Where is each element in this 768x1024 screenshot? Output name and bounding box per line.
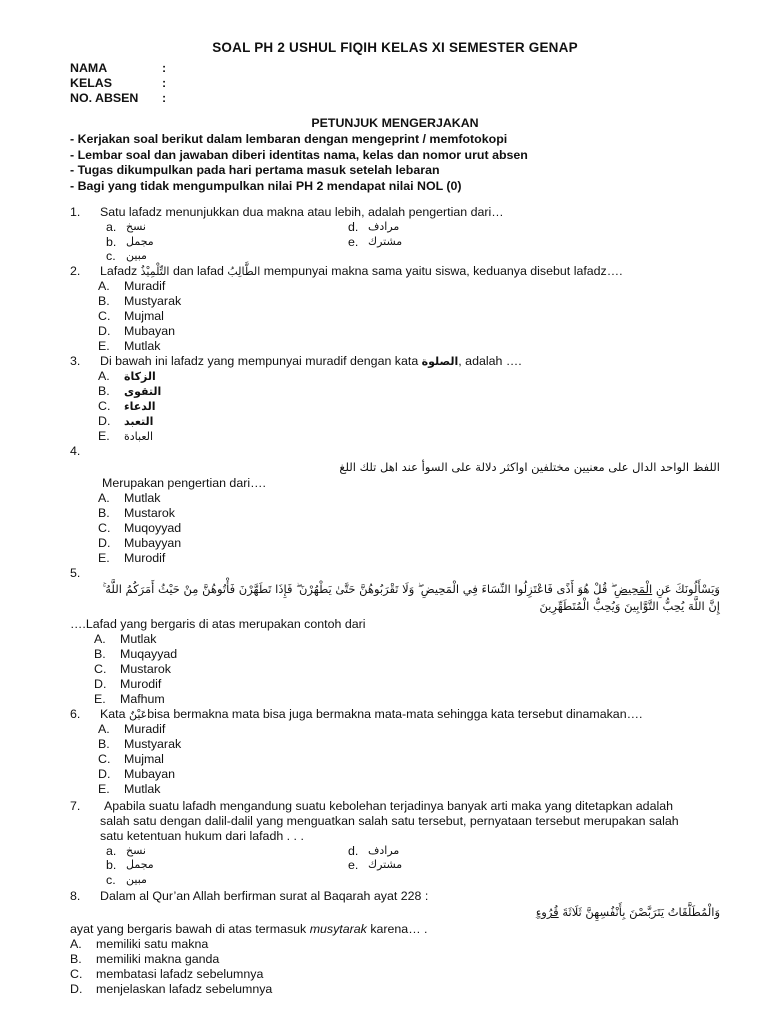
option-item <box>70 767 720 782</box>
question-text <box>70 922 720 937</box>
question-text: Apabila suatu lafadh mengandung suatu kebolehan terjadinya banyak arti maka yang ditetapkan adalah <box>104 798 674 813</box>
identity-row-nama <box>70 61 720 76</box>
option-text: التقوى <box>124 384 162 398</box>
option-item <box>70 384 720 399</box>
option-letter: E. <box>94 691 106 706</box>
quran-verse <box>70 581 720 615</box>
option-text: Murodif <box>124 550 166 565</box>
verse-part: وَالْمُطَلَّقَاتُ يَتَرَبَّصْنَ بِأَنْفُسِهِنَّ ثَلَاثَةَ <box>562 905 720 920</box>
arabic-word: عَيْنٌ <box>128 707 148 721</box>
option-letter: D. <box>98 766 111 781</box>
question-number: 5. <box>70 565 81 580</box>
option-text: menjelaskan lafadz sebelumnya <box>96 982 273 997</box>
option-item <box>70 339 720 354</box>
question-number: 8. <box>70 889 81 904</box>
option-text: Mubayan <box>124 323 175 338</box>
option-letter: C. <box>94 661 107 676</box>
question-text: Dalam al Qur’an Allah berfirman surat al Baqarah ayat 228 : <box>100 889 429 904</box>
option-letter: E. <box>98 338 110 353</box>
question-1 <box>70 205 720 264</box>
question-5 <box>70 566 720 707</box>
option-item <box>70 662 720 677</box>
option-text: Muqoyyad <box>124 520 182 535</box>
identity-label: KELAS <box>70 76 112 90</box>
question-text-part: karena… . <box>370 922 428 937</box>
question-6 <box>70 707 720 797</box>
question-text: Satu lafadz menunjukkan dua makna atau lebih, adalah pengertian dari… <box>100 205 504 220</box>
option-text: membatasi lafadz sebelumnya <box>96 967 264 982</box>
option-text: Mujmal <box>124 751 164 766</box>
arabic-word: التِّلْمِيْذُ <box>140 264 170 278</box>
option-text: Muradif <box>124 278 166 293</box>
identity-row-kelas <box>70 76 720 91</box>
option-letter: a. <box>106 220 117 235</box>
arabic-definition: اللفظ الواحد الدال على معنيين مختلفين اواكثر دلالة على السوأ عند اهل تلك اللغ <box>339 459 720 474</box>
underlined-word: قُرُوءٍ <box>535 905 559 920</box>
question-number: 6. <box>70 706 81 721</box>
question-4 <box>70 444 720 566</box>
option-letter: A. <box>98 490 110 505</box>
option-text: Mutlak <box>124 338 161 353</box>
option-letter: B. <box>98 383 110 398</box>
option-item <box>70 521 720 536</box>
option-text: Murodif <box>120 676 162 691</box>
option-grid <box>70 844 720 888</box>
option-text: مبين <box>126 872 147 886</box>
option-letter: b. <box>106 234 117 249</box>
option-text: Muqayyad <box>120 646 178 661</box>
option-item <box>70 692 720 707</box>
option-text: مرادف <box>368 843 400 857</box>
option-letter: A. <box>98 368 110 383</box>
question-text-part: dan lafad <box>172 263 224 278</box>
question-text-cont: salah satu dengan dalil-dalil yang menguatkan salah satu tersebut, pernyataan tersebut merupakan salah <box>100 813 679 828</box>
option-text: الزكاة <box>124 369 156 383</box>
option-item <box>70 399 720 414</box>
option-text: Mutlak <box>120 631 157 646</box>
question-text-cont: satu ketentuan hukum dari lafadh . . . <box>100 828 304 843</box>
option-item <box>70 536 720 551</box>
option-item <box>70 737 720 752</box>
option-text: Mustarok <box>120 661 171 676</box>
question-2 <box>70 264 720 354</box>
option-text: مرادف <box>368 220 400 234</box>
option-letter: A. <box>98 721 110 736</box>
option-text: Mafhum <box>120 691 165 706</box>
underlined-word: الْمَحِيضِ <box>613 581 653 596</box>
option-letter: C. <box>98 398 111 413</box>
option-letter: E. <box>98 781 110 796</box>
option-letter: e. <box>348 858 359 873</box>
worksheet-page <box>70 40 720 997</box>
instruction-item: - Kerjakan soal berikut dalam lembaran dengan mengeprint / memfotokopi <box>70 132 508 146</box>
option-text: نسخ <box>126 843 146 857</box>
option-text: Mustyarak <box>124 293 182 308</box>
option-item <box>70 551 720 566</box>
question-text-part: Di bawah ini lafadz yang mempunyai muradif dengan kata <box>100 353 419 368</box>
option-item <box>70 506 720 521</box>
option-text: Mutlak <box>124 781 161 796</box>
option-item <box>70 952 720 967</box>
option-item <box>70 752 720 767</box>
option-item <box>70 429 720 444</box>
option-item <box>70 982 720 997</box>
option-letter: D. <box>98 413 111 428</box>
option-text: التعبد <box>124 414 154 428</box>
option-letter: c. <box>106 872 116 887</box>
option-text: memiliki satu makna <box>96 937 209 952</box>
question-text: ….Lafad yang bergaris di atas merupakan contoh dari <box>70 616 366 631</box>
option-letter: d. <box>348 220 359 235</box>
option-text: مجمل <box>126 234 154 248</box>
option-text: مشترك <box>368 858 403 872</box>
option-item <box>70 324 720 339</box>
option-grid <box>70 220 720 264</box>
option-text: Mubayyan <box>124 535 182 550</box>
verse-part: وَيَسْأَلُونَكَ عَنِ <box>655 581 720 596</box>
verse-part: ۖ قُلْ هُوَ أَذًى فَاعْتَزِلُوا النِّسَاءَ فِي الْمَحِيضِ ۖ وَلَا تَقْرَبُوهُنَّ حَتَّىٰ يَطْهُرْنَ ۖ فَإِذَا تَطَهَّرْنَ فَأْتُوهُنَّ مِنْ حَيْثُ أَمَرَكُمُ اللَّهُ ۚ إِنَّ اللَّهَ يُحِبُّ التَّوَّابِينَ وَيُحِبُّ الْمُتَطَهِّرِينَ <box>102 581 720 613</box>
option-item <box>70 369 720 384</box>
option-item <box>70 647 720 662</box>
option-item <box>70 937 720 952</box>
option-letter: B. <box>98 736 110 751</box>
question-text-part: ayat yang bergaris bawah di atas termasuk <box>70 922 307 937</box>
question-number: 2. <box>70 263 81 278</box>
option-letter: D. <box>70 982 83 997</box>
option-letter: B. <box>98 505 110 520</box>
option-letter: C. <box>98 520 111 535</box>
question-text: Merupakan pengertian dari…. <box>102 475 266 490</box>
option-letter: C. <box>98 751 111 766</box>
option-letter: b. <box>106 858 117 873</box>
question-7 <box>70 799 720 888</box>
question-text-part: bisa bermakna mata bisa juga bermakna mata-mata sehingga kata tersebut dinamakan…. <box>147 706 643 721</box>
identity-fields <box>70 61 720 106</box>
option-item <box>70 309 720 324</box>
option-item <box>70 722 720 737</box>
identity-separator: : <box>162 76 167 90</box>
option-letter: B. <box>98 293 110 308</box>
option-letter: C. <box>70 967 83 982</box>
option-letter: A. <box>70 937 82 952</box>
instructions-heading: PETUNJUK MENGERJAKAN <box>311 116 479 130</box>
identity-separator: : <box>162 61 167 75</box>
option-text: الدعاء <box>124 399 156 413</box>
option-text: مبين <box>126 249 147 263</box>
option-item <box>70 632 720 647</box>
option-text: Mubayan <box>124 766 175 781</box>
question-text-part: , adalah …. <box>458 353 522 368</box>
option-item <box>70 414 720 429</box>
option-item <box>70 491 720 506</box>
option-letter: C. <box>98 308 111 323</box>
instruction-item: - Lembar soal dan jawaban diberi identitas nama, kelas dan nomor urut absen <box>70 147 528 162</box>
identity-label: NAMA <box>70 61 108 75</box>
option-text: مشترك <box>368 234 403 248</box>
arabic-word: الصلوة <box>421 354 459 368</box>
identity-row-absen <box>70 91 720 106</box>
option-text: Mustyarak <box>124 736 182 751</box>
option-text: نسخ <box>126 220 146 234</box>
option-item <box>70 677 720 692</box>
question-number: 1. <box>70 205 81 220</box>
question-text-part: Lafadz <box>100 263 138 278</box>
option-letter: B. <box>70 952 82 967</box>
question-number: 4. <box>70 443 81 458</box>
identity-separator: : <box>162 91 167 105</box>
question-number: 3. <box>70 353 81 368</box>
option-text: العبادة <box>124 429 154 443</box>
instruction-item: - Bagi yang tidak mengumpulkan nilai PH 2 mendapat nilai NOL (0) <box>70 178 462 193</box>
question-text <box>100 264 720 279</box>
italic-term: musytarak <box>309 922 367 937</box>
option-letter: A. <box>94 631 106 646</box>
option-item <box>70 294 720 309</box>
question-3 <box>70 354 720 444</box>
option-letter: D. <box>98 535 111 550</box>
option-letter: A. <box>98 278 110 293</box>
arabic-word: الطَّالِبُ <box>227 264 261 278</box>
option-item <box>70 782 720 797</box>
option-letter: c. <box>106 249 116 264</box>
question-text-part: mempunyai makna sama yaitu siswa, keduanya disebut lafadz…. <box>263 263 623 278</box>
option-text: Mujmal <box>124 308 164 323</box>
question-text <box>100 354 720 369</box>
option-letter: a. <box>106 843 117 858</box>
option-text: Mustarok <box>124 505 175 520</box>
option-letter: D. <box>94 676 107 691</box>
quran-verse <box>70 904 720 921</box>
option-text: Mutlak <box>124 490 161 505</box>
option-text: memiliki makna ganda <box>96 952 220 967</box>
option-letter: B. <box>94 646 106 661</box>
option-item <box>70 967 720 982</box>
option-text: Muradif <box>124 721 166 736</box>
question-number: 7. <box>70 798 81 813</box>
question-text-part: Kata <box>100 706 126 721</box>
identity-label: NO. ABSEN <box>70 91 139 105</box>
option-letter: E. <box>98 428 110 443</box>
option-letter: D. <box>98 323 111 338</box>
question-text <box>100 707 720 722</box>
option-letter: E. <box>98 550 110 565</box>
option-item <box>70 279 720 294</box>
option-letter: d. <box>348 843 359 858</box>
question-8 <box>70 889 720 997</box>
option-text: مجمل <box>126 858 154 872</box>
instruction-item: - Tugas dikumpulkan pada hari pertama masuk setelah lebaran <box>70 163 440 178</box>
page-title: SOAL PH 2 USHUL FIQIH KELAS XI SEMESTER GENAP <box>212 40 578 55</box>
option-letter: e. <box>348 234 359 249</box>
